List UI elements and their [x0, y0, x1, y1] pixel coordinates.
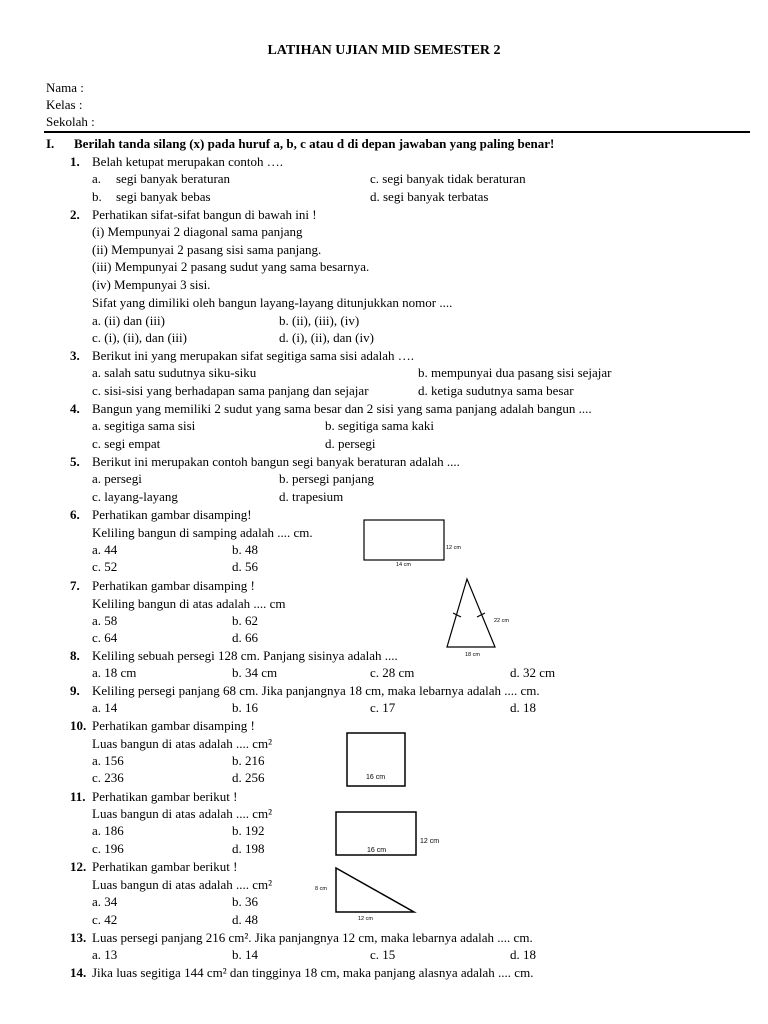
- figure-base-label: 18 cm: [465, 652, 480, 658]
- rectangle-figure: [330, 808, 445, 858]
- question-text: Perhatikan gambar disamping!: [92, 507, 252, 522]
- question-number: 7.: [70, 578, 80, 593]
- class-label: Kelas :: [46, 97, 83, 112]
- option-d: d. trapesium: [279, 489, 344, 504]
- question-prompt: Sifat yang dimiliki oleh bangun layang-layang ditunjukkan nomor ....: [92, 295, 453, 310]
- option-b: b. segitiga sama kaki: [325, 418, 435, 433]
- question-text: Keliling sebuah persegi 128 cm. Panjang sisinya adalah ....: [92, 648, 398, 663]
- question-number: 5.: [70, 454, 80, 469]
- property-item: (ii) Mempunyai 2 pasang sisi sama panjang.: [92, 242, 322, 257]
- question-prompt: Luas bangun di atas adalah .... cm²: [92, 877, 273, 892]
- option-letter: b.: [92, 189, 102, 204]
- figure-side-label: 16 cm: [366, 774, 386, 781]
- square-figure: [340, 728, 420, 790]
- option-a: a. 186: [92, 823, 124, 838]
- option-d: d. segi banyak terbatas: [370, 189, 489, 204]
- option-c: c. 15: [370, 947, 396, 962]
- question-text: Luas persegi panjang 216 cm². Jika panjangnya 12 cm, maka lebarnya adalah .... cm.: [92, 930, 533, 945]
- question-number: 2.: [70, 207, 80, 222]
- option-b: b. 216: [232, 753, 265, 768]
- question-text: Jika luas segitiga 144 cm² dan tingginya 18 cm, maka panjang alasnya adalah .... cm.: [92, 965, 534, 980]
- isosceles-triangle-figure: [440, 575, 525, 663]
- option-b: b. mempunyai dua pasang sisi sejajar: [418, 365, 612, 380]
- question-text: Bangun yang memiliki 2 sudut yang sama besar dan 2 sisi yang sama panjang adalah bangun ....: [92, 401, 592, 416]
- right-triangle-figure: [312, 862, 422, 924]
- question-number: 14.: [70, 965, 87, 980]
- option-b: b. (ii), (iii), (iv): [279, 313, 360, 328]
- question-text: Berikut ini yang merupakan sifat segitiga sama sisi adalah ….: [92, 348, 415, 363]
- figure-width-label: 16 cm: [367, 847, 387, 854]
- figure-height-label: 8 cm: [315, 886, 327, 892]
- question-number: 1.: [70, 154, 80, 169]
- option-c: c. segi empat: [92, 436, 161, 451]
- question-text: Perhatikan gambar disamping !: [92, 718, 255, 733]
- option-d: d. (i), (ii), dan (iv): [279, 330, 374, 345]
- question-text: Belah ketupat merupakan contoh ….: [92, 154, 283, 169]
- option-b: b. 14: [232, 947, 258, 962]
- option-letter: a.: [92, 171, 102, 186]
- option-c: c. 28 cm: [370, 665, 415, 680]
- question-text: Perhatikan gambar berikut !: [92, 859, 238, 874]
- option-d: d. 256: [232, 770, 265, 785]
- option-d: d. 66: [232, 630, 258, 645]
- option-b: segi banyak bebas: [116, 189, 211, 204]
- question-text: Perhatikan sifat-sifat bangun di bawah ini !: [92, 207, 317, 222]
- option-b: b. 192: [232, 823, 265, 838]
- question-prompt: Keliling bangun di atas adalah .... cm: [92, 596, 286, 611]
- question-number: 13.: [70, 930, 87, 945]
- option-a: a. 18 cm: [92, 665, 137, 680]
- option-c: c. 196: [92, 841, 124, 856]
- option-c: c. 64: [92, 630, 118, 645]
- option-b: b. 36: [232, 894, 258, 909]
- option-a: a. (ii) dan (iii): [92, 313, 165, 328]
- question-number: 6.: [70, 507, 80, 522]
- option-c: c. 42: [92, 912, 118, 927]
- option-d: d. 18: [510, 700, 536, 715]
- option-a: a. persegi: [92, 471, 142, 486]
- option-c: c. 52: [92, 559, 118, 574]
- question-prompt: Luas bangun di atas adalah .... cm²: [92, 736, 273, 751]
- option-d: d. 18: [510, 947, 536, 962]
- property-item: (iii) Mempunyai 2 pasang sudut yang sama besarnya.: [92, 259, 370, 274]
- option-c: c. sisi-sisi yang berhadapan sama panjang dan sejajar: [92, 383, 369, 398]
- option-a: a. segitiga sama sisi: [92, 418, 196, 433]
- property-item: (i) Mempunyai 2 diagonal sama panjang: [92, 224, 303, 239]
- figure-width-label: 14 cm: [396, 562, 411, 568]
- option-b: b. 34 cm: [232, 665, 278, 680]
- question-text: Perhatikan gambar disamping !: [92, 578, 255, 593]
- option-b: b. 62: [232, 613, 258, 628]
- header-divider: [44, 131, 750, 133]
- option-d: d. persegi: [325, 436, 376, 451]
- question-number: 8.: [70, 648, 80, 663]
- question-number: 12.: [70, 859, 87, 874]
- option-a: a. 34: [92, 894, 118, 909]
- option-a: a. salah satu sudutnya siku-siku: [92, 365, 257, 380]
- option-a: a. 44: [92, 542, 118, 557]
- question-number: 3.: [70, 348, 80, 363]
- question-number: 11.: [70, 789, 86, 804]
- option-b: b. 48: [232, 542, 258, 557]
- figure-height-label: 12 cm: [420, 838, 440, 845]
- question-number: 10.: [70, 718, 87, 733]
- option-d: d. 32 cm: [510, 665, 556, 680]
- question-number: 9.: [70, 683, 80, 698]
- option-a: a. 156: [92, 753, 124, 768]
- question-prompt: Luas bangun di atas adalah .... cm²: [92, 806, 273, 821]
- option-c: c. 236: [92, 770, 124, 785]
- option-c: c. segi banyak tidak beraturan: [370, 171, 526, 186]
- section-number: I.: [46, 136, 55, 151]
- question-text: Berikut ini merupakan contoh bangun segi banyak beraturan adalah ....: [92, 454, 460, 469]
- option-a: segi banyak beraturan: [116, 171, 231, 186]
- figure-height-label: 12 cm: [446, 545, 461, 551]
- question-text: Perhatikan gambar berikut !: [92, 789, 238, 804]
- option-a: a. 14: [92, 700, 118, 715]
- option-a: a. 58: [92, 613, 118, 628]
- question-prompt: Keliling bangun di samping adalah .... cm.: [92, 525, 313, 540]
- section-instruction: Berilah tanda silang (x) pada huruf a, b, c atau d di depan jawaban yang paling benar!: [74, 136, 555, 151]
- question-text: Keliling persegi panjang 68 cm. Jika panjangnya 18 cm, maka lebarnya adalah .... cm.: [92, 683, 540, 698]
- option-d: d. 48: [232, 912, 258, 927]
- figure-base-label: 12 cm: [358, 916, 373, 922]
- page-title: LATIHAN UJIAN MID SEMESTER 2: [267, 43, 501, 58]
- option-a: a. 13: [92, 947, 118, 962]
- option-c: c. 17: [370, 700, 396, 715]
- question-number: 4.: [70, 401, 80, 416]
- option-d: d. ketiga sudutnya sama besar: [418, 383, 574, 398]
- option-c: c. (i), (ii), dan (iii): [92, 330, 187, 345]
- option-c: c. layang-layang: [92, 489, 178, 504]
- option-d: d. 198: [232, 841, 265, 856]
- option-b: b. 16: [232, 700, 258, 715]
- rectangle-figure: [356, 516, 466, 570]
- name-label: Nama :: [46, 80, 84, 95]
- figure-side-label: 22 cm: [494, 618, 509, 624]
- property-item: (iv) Mempunyai 3 sisi.: [92, 277, 211, 292]
- option-b: b. persegi panjang: [279, 471, 374, 486]
- option-d: d. 56: [232, 559, 258, 574]
- school-label: Sekolah :: [46, 114, 95, 129]
